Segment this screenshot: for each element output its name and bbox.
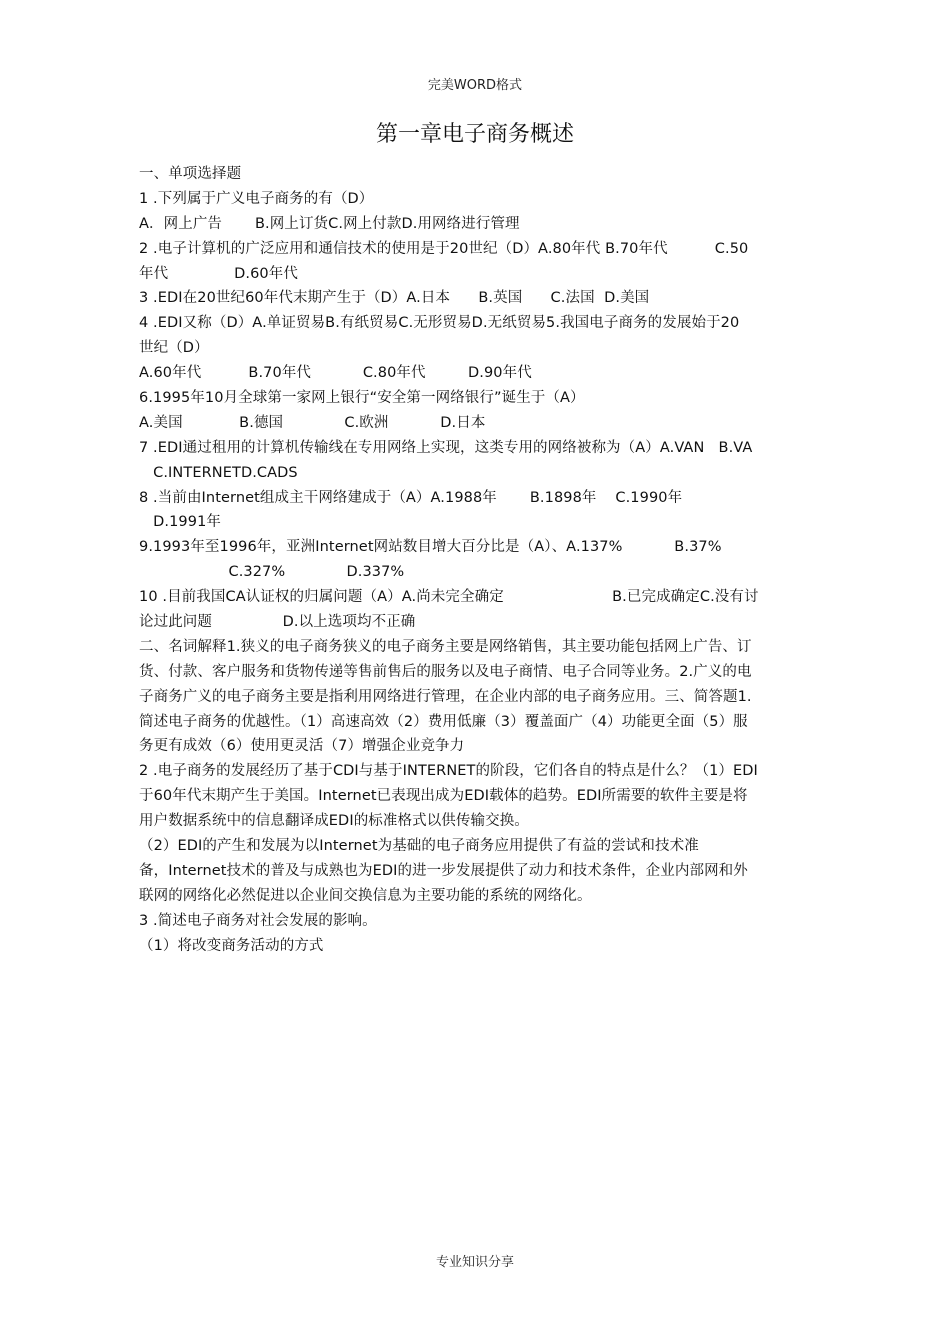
- page-footer: 专业知识分享: [435, 1255, 514, 1270]
- text-line: 9.1993年至1996年，亚洲Internet网站数目增大百分比是（A）、A.137% B.37%: [139, 539, 722, 556]
- text-line: （2）EDI的产生和发展为以Internet为基础的电子商务应用提供了有益的尝试和技术准: [139, 838, 699, 855]
- text-line: 7 .EDI通过租用的计算机传输线在专用网络上实现，这类专用的网络被称为（A）A.VAN B.VA: [139, 439, 753, 456]
- text-line: 6.1995年10月全球第一家网上银行“安全第一网络银行”诞生于（A）: [139, 390, 585, 407]
- text-line: 世纪（D）: [139, 340, 209, 357]
- text-line: A.60年代 B.70年代 C.80年代 D.90年代: [139, 365, 532, 382]
- text-line: A．网上广告 B.网上订货C.网上付款D.用网络进行管理: [139, 215, 520, 232]
- text-line: 备，Internet技术的普及与成熟也为EDI的进一步发展提供了动力和技术条件，企业内部网和外: [139, 862, 748, 879]
- text-line: 3 .EDI在20世纪60年代末期产生于（D）A.日本 B.英国 C.法国 D.美国: [139, 290, 650, 307]
- text-line: 子商务广义的电子商务主要是指利用网络进行管理，在企业内部的电子商务应用。三、简答题1.: [139, 688, 752, 705]
- text-line: 务更有成效（6）使用更灵活（7）增强企业竞争力: [139, 738, 465, 755]
- text-line: 2 .电子计算机的广泛应用和通信技术的使用是于20世纪（D）A.80年代 B.70年代 C.50: [139, 240, 749, 257]
- text-line: 10 .目前我国CA认证权的归属问题（A）A.尚未完全确定 B.已完成确定C.没有讨: [139, 589, 759, 606]
- text-line: 货、付款、客户服务和货物传递等售前售后的服务以及电子商情、电子合同等业务。2.广义的电: [139, 663, 752, 680]
- document-body: [139, 162, 814, 959]
- text-line: 论过此问题 D.以上选项均不正确: [139, 614, 416, 631]
- text-line: C.327% D.337%: [139, 564, 405, 581]
- text-line: 用户数据系统中的信息翻译成EDI的标准格式以供传输交换。: [139, 813, 529, 830]
- text-line: D.1991年: [139, 514, 222, 531]
- text-line: 1 .下列属于广义电子商务的有（D）: [139, 190, 374, 207]
- text-line: 于60年代末期产生于美国。Internet已表现出成为EDI载体的趋势。EDI所需要的软件主要是将: [139, 788, 748, 805]
- text-line: 简述电子商务的优越性。（1）高速高效（2）费用低廉（3）覆盖面广（4）功能更全面（5）服: [139, 713, 748, 730]
- text-line: （1）将改变商务活动的方式: [139, 937, 324, 954]
- text-line: 二、名词解释1.狭义的电子商务狭义的电子商务主要是网络销售，其主要功能包括网上广告、订: [139, 638, 752, 655]
- text-line: A.美国 B.德国 C.欧洲 D.日本: [139, 414, 486, 431]
- text-line: 3 .简述电子商务对社会发展的影响。: [139, 912, 377, 929]
- chapter-title: 第一章电子商务概述: [375, 122, 574, 147]
- text-line: 一、单项选择题: [139, 166, 242, 182]
- text-line: C.INTERNETD.CADS: [139, 464, 298, 481]
- text-line: 联网的网络化必然促进以企业间交换信息为主要功能的系统的网络化。: [139, 887, 592, 904]
- text-line: 2 .电子商务的发展经历了基于CDI与基于INTERNET的阶段，它们各自的特点是什么？（1）EDI: [139, 763, 758, 780]
- page-header: 完美WORD格式: [427, 78, 523, 93]
- text-line: 4 .EDI又称（D）A.单证贸易B.有纸贸易C.无形贸易D.无纸贸易5.我国电子商务的发展始于20: [139, 315, 740, 332]
- text-line: 8 .当前由Internet组成主干网络建成于（A）A.1988年 B.1898年 C.1990年: [139, 489, 683, 506]
- text-line: 年代 D.60年代: [139, 265, 298, 282]
